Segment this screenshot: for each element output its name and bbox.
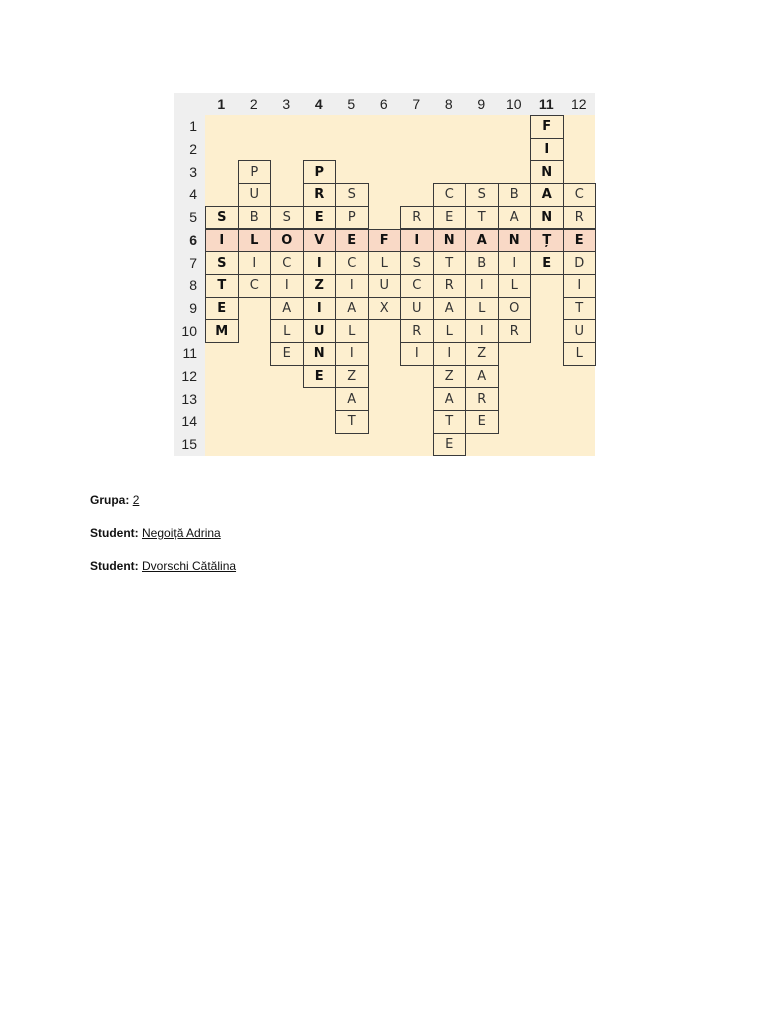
crossword-cell: I [238, 251, 272, 275]
crossword-cell: I [465, 274, 499, 298]
crossword-cell: A [465, 365, 499, 389]
crossword-cell: S [400, 251, 434, 275]
crossword-cell: I [335, 342, 369, 366]
crossword-cell: A [433, 387, 467, 411]
crossword-cell: C [270, 251, 304, 275]
crossword-grid [174, 93, 595, 456]
crossword-cell: E [563, 229, 597, 253]
crossword-cell: T [205, 274, 239, 298]
crossword-cell: I [303, 251, 337, 275]
row-header: 8 [189, 277, 197, 294]
crossword-cell: E [303, 206, 337, 230]
crossword-cell: A [530, 183, 564, 207]
column-header: 4 [314, 96, 323, 112]
student-line-1 [90, 526, 221, 540]
row-header: 13 [181, 390, 197, 407]
crossword-cell: B [498, 183, 532, 207]
crossword-cell: I [530, 138, 564, 162]
column-header: 12 [570, 96, 587, 112]
crossword-cell: F [368, 229, 402, 253]
crossword-cell: C [563, 183, 597, 207]
crossword-cell: L [563, 342, 597, 366]
crossword-cell: C [400, 274, 434, 298]
column-header: 7 [412, 96, 421, 112]
crossword-cell: L [433, 319, 467, 343]
crossword-cell: I [400, 342, 434, 366]
crossword-cell: D [563, 251, 597, 275]
crossword-cell: T [433, 410, 467, 434]
crossword-cell: N [303, 342, 337, 366]
crossword-cell: I [270, 274, 304, 298]
row-header: 4 [189, 186, 197, 203]
column-header: 3 [282, 96, 291, 112]
crossword-cell: I [303, 297, 337, 321]
crossword-cell: L [270, 319, 304, 343]
crossword-cell: L [368, 251, 402, 275]
crossword-cell: R [465, 387, 499, 411]
crossword-cell: Z [335, 365, 369, 389]
crossword-cell: A [270, 297, 304, 321]
student-name-2: Dvorschi Cătălina [142, 559, 237, 573]
crossword-cell: Z [465, 342, 499, 366]
row-header: 6 [189, 231, 197, 248]
student-label-2: Student: [90, 559, 139, 573]
crossword-cell: S [465, 183, 499, 207]
crossword-cell: S [335, 183, 369, 207]
group-label: Grupa: [90, 493, 130, 507]
row-header: 15 [181, 436, 197, 453]
crossword-cell: M [205, 319, 239, 343]
crossword-cell: S [205, 206, 239, 230]
crossword-cell: E [465, 410, 499, 434]
group-value: 2 [132, 493, 140, 507]
crossword-cell: N [498, 229, 532, 253]
crossword-cell: U [400, 297, 434, 321]
crossword-cell: U [238, 183, 272, 207]
crossword-cell: R [563, 206, 597, 230]
crossword-cell: R [498, 319, 532, 343]
crossword-cell: L [335, 319, 369, 343]
column-header: 10 [505, 96, 522, 112]
crossword-cell: E [205, 297, 239, 321]
crossword-cell: I [335, 274, 369, 298]
crossword-cell: Ț [530, 229, 564, 253]
crossword-cell: X [368, 297, 402, 321]
crossword-cell: R [400, 319, 434, 343]
crossword-cell: P [303, 160, 337, 184]
crossword-cell: T [465, 206, 499, 230]
crossword-cell: A [335, 387, 369, 411]
crossword-cell: B [238, 206, 272, 230]
row-header: 7 [189, 254, 197, 271]
crossword-cell: S [270, 206, 304, 230]
row-header: 10 [181, 322, 197, 339]
column-header: 2 [249, 96, 258, 112]
crossword-cell: E [433, 206, 467, 230]
student-name-1: Negoiță Adrina [142, 526, 221, 540]
crossword-cell: P [238, 160, 272, 184]
crossword-cell: I [205, 229, 239, 253]
crossword-cell: I [400, 229, 434, 253]
crossword-cell: E [270, 342, 304, 366]
crossword-cell: R [303, 183, 337, 207]
row-header: 2 [189, 141, 197, 158]
crossword-cell: S [205, 251, 239, 275]
crossword-cell: B [465, 251, 499, 275]
crossword-cell: I [433, 342, 467, 366]
column-header: 6 [379, 96, 388, 112]
crossword-cell: L [498, 274, 532, 298]
row-header: 1 [189, 118, 197, 135]
crossword-cell: A [498, 206, 532, 230]
crossword-cell: E [303, 365, 337, 389]
crossword-cell: P [335, 206, 369, 230]
crossword-cell: I [563, 274, 597, 298]
column-header: 8 [444, 96, 453, 112]
crossword-cell: U [303, 319, 337, 343]
student-label-1: Student: [90, 526, 139, 540]
crossword-cell: T [335, 410, 369, 434]
row-header: 14 [181, 413, 197, 430]
crossword-cell: E [335, 229, 369, 253]
crossword-cell: R [433, 274, 467, 298]
group-line [90, 493, 139, 507]
row-header: 9 [189, 299, 197, 316]
crossword-cell: T [433, 251, 467, 275]
crossword-cell: A [335, 297, 369, 321]
crossword-cell: C [433, 183, 467, 207]
row-header: 3 [189, 163, 197, 180]
crossword-cell: A [433, 297, 467, 321]
crossword-cell: Z [303, 274, 337, 298]
student-line-2 [90, 559, 236, 573]
crossword-cell: O [270, 229, 304, 253]
crossword-cell: V [303, 229, 337, 253]
crossword-cell: O [498, 297, 532, 321]
crossword-cell: L [465, 297, 499, 321]
crossword-cell: T [563, 297, 597, 321]
crossword-cell: C [335, 251, 369, 275]
column-header: 9 [477, 96, 486, 112]
row-header: 11 [182, 345, 197, 362]
crossword-cell: L [238, 229, 272, 253]
column-header: 5 [347, 96, 356, 112]
crossword-cell: I [465, 319, 499, 343]
crossword-cell: N [530, 160, 564, 184]
column-header: 11 [538, 96, 554, 112]
crossword-cell: U [563, 319, 597, 343]
crossword-cell: R [400, 206, 434, 230]
column-header: 1 [217, 96, 226, 112]
crossword-cell: E [433, 433, 467, 457]
row-header: 12 [181, 368, 197, 385]
crossword-cell: F [530, 115, 564, 139]
crossword-cell: E [530, 251, 564, 275]
crossword-cell: Z [433, 365, 467, 389]
crossword-cell: U [368, 274, 402, 298]
crossword-cell: N [433, 229, 467, 253]
crossword-cell: N [530, 206, 564, 230]
crossword-cell: C [238, 274, 272, 298]
crossword-cell: I [498, 251, 532, 275]
crossword-cell: A [465, 229, 499, 253]
row-header: 5 [189, 209, 197, 226]
